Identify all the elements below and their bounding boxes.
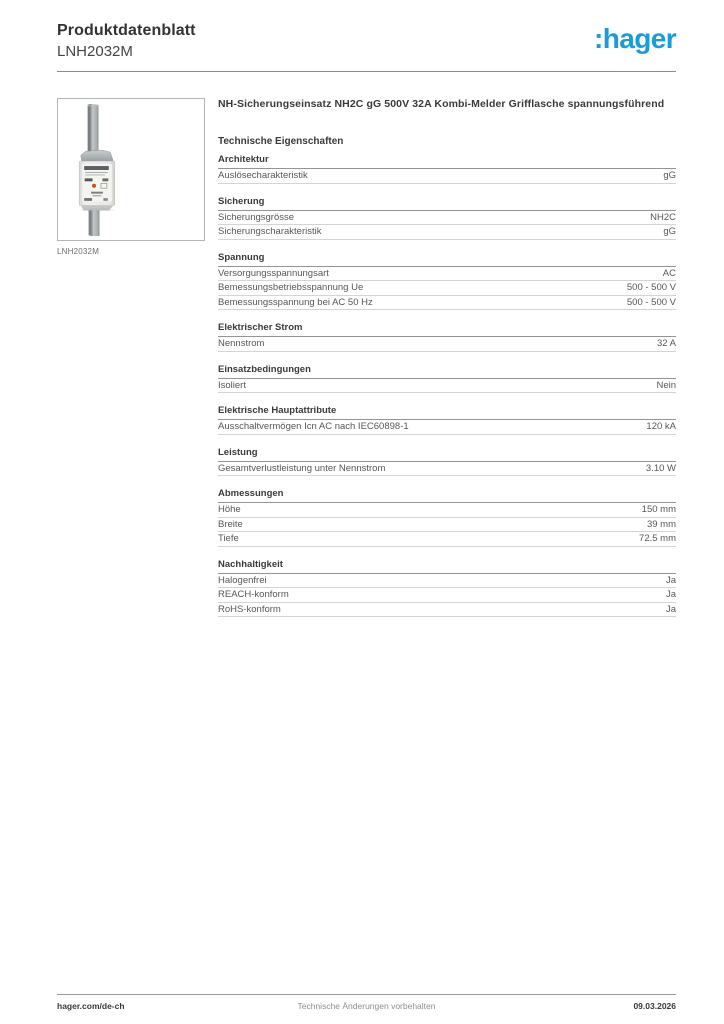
spec-label: Ausschaltvermögen Icn AC nach IEC60898-1 bbox=[218, 421, 409, 432]
spec-value: Ja bbox=[665, 589, 676, 600]
spec-row bbox=[218, 169, 676, 184]
page-title: Produktdatenblatt bbox=[57, 22, 196, 39]
spec-row bbox=[218, 296, 676, 311]
spec-label: Gesamtverlustleistung unter Nennstrom bbox=[218, 462, 386, 474]
spec-value: gG bbox=[663, 226, 676, 237]
spec-label: Nennstrom bbox=[218, 338, 265, 349]
spec-value: 150 mm bbox=[641, 504, 676, 515]
spec-row bbox=[218, 337, 676, 352]
spec-section bbox=[218, 406, 676, 435]
spec-section bbox=[218, 560, 676, 618]
fuse-blade-top bbox=[88, 104, 99, 155]
spec-value: Nein bbox=[656, 379, 676, 391]
spec-row bbox=[218, 379, 676, 394]
spec-section-heading: Spannung bbox=[218, 253, 676, 267]
spec-section bbox=[218, 197, 676, 240]
spec-value: 500 - 500 V bbox=[626, 296, 676, 308]
fuse-product-photo bbox=[58, 99, 204, 240]
spec-value: 500 - 500 V bbox=[626, 282, 676, 293]
spec-row bbox=[218, 603, 676, 618]
spec-section-heading: Nachhaltigkeit bbox=[218, 560, 676, 574]
spec-value: 32 A bbox=[656, 338, 676, 349]
spec-section-heading: Architektur bbox=[218, 155, 676, 169]
spec-section-heading: Einsatzbedingungen bbox=[218, 365, 676, 379]
spec-row bbox=[218, 225, 676, 240]
spec-section-heading: Elektrischer Strom bbox=[218, 323, 676, 337]
spec-rows bbox=[218, 420, 676, 435]
spec-label: RoHS-konform bbox=[218, 603, 281, 615]
spec-section bbox=[218, 448, 676, 477]
spec-row bbox=[218, 503, 676, 518]
spec-row bbox=[218, 267, 676, 282]
header-title-block bbox=[57, 22, 196, 60]
spec-rows bbox=[218, 574, 676, 618]
spec-sections bbox=[218, 155, 676, 617]
spec-rows bbox=[218, 169, 676, 184]
product-title: NH-Sicherungseinsatz NH2C gG 500V 32A Kombi-Melder Grifflasche spannungsführend bbox=[218, 98, 665, 110]
footer-divider bbox=[57, 994, 676, 995]
spec-section bbox=[218, 365, 676, 394]
footer-date: 09.03.2026 bbox=[633, 1001, 676, 1011]
spec-section bbox=[218, 323, 676, 352]
spec-section bbox=[218, 155, 676, 184]
spec-label: Versorgungsspannungsart bbox=[218, 267, 329, 279]
fuse-indicator-dot bbox=[92, 184, 96, 188]
fuse-blade-bottom bbox=[89, 210, 100, 236]
spec-rows bbox=[218, 462, 676, 477]
fuse-label bbox=[82, 164, 112, 201]
page-footer bbox=[57, 994, 676, 1011]
spec-value: 120 kA bbox=[646, 421, 676, 432]
fuse-top-cap bbox=[81, 150, 114, 161]
spec-label: Isoliert bbox=[218, 379, 246, 391]
spec-row bbox=[218, 518, 676, 533]
header-divider bbox=[57, 71, 676, 72]
spec-rows bbox=[218, 503, 676, 547]
spec-value: 3.10 W bbox=[645, 462, 676, 474]
spec-rows bbox=[218, 267, 676, 311]
spec-value: Ja bbox=[665, 574, 676, 586]
page-header bbox=[57, 22, 676, 60]
product-image-caption: LNH2032M bbox=[57, 247, 100, 256]
spec-value: gG bbox=[663, 170, 676, 181]
spec-row bbox=[218, 588, 676, 603]
spec-row bbox=[218, 420, 676, 435]
spec-section-heading: Elektrische Hauptattribute bbox=[218, 406, 676, 420]
spec-section bbox=[218, 253, 676, 311]
spec-label: REACH-konform bbox=[218, 589, 289, 600]
spec-label: Breite bbox=[218, 518, 243, 530]
spec-label: Sicherungscharakteristik bbox=[218, 226, 322, 237]
spec-value: NH2C bbox=[650, 211, 676, 223]
product-image-frame bbox=[57, 98, 205, 241]
footer-website: hager.com/de-ch bbox=[57, 1001, 125, 1011]
spec-value: AC bbox=[662, 267, 676, 279]
footer-disclaimer: Technische Änderungen vorbehalten bbox=[297, 1001, 436, 1011]
spec-label: Höhe bbox=[218, 504, 241, 515]
spec-rows bbox=[218, 337, 676, 352]
spec-value: Ja bbox=[665, 603, 676, 615]
spec-value: 39 mm bbox=[646, 518, 676, 530]
spec-section-heading: Sicherung bbox=[218, 197, 676, 211]
product-reference: LNH2032M bbox=[57, 43, 133, 60]
hager-logo: :hager bbox=[594, 23, 676, 54]
spec-rows bbox=[218, 211, 676, 240]
spec-section-heading: Abmessungen bbox=[218, 489, 676, 503]
spec-section-heading: Leistung bbox=[218, 448, 676, 462]
spec-row bbox=[218, 462, 676, 477]
spec-label: Bemessungsspannung bei AC 50 Hz bbox=[218, 296, 373, 308]
spec-section bbox=[218, 489, 676, 547]
spec-label: Bemessungsbetriebsspannung Ue bbox=[218, 282, 364, 293]
product-image-column bbox=[57, 98, 205, 617]
spec-label: Halogenfrei bbox=[218, 574, 267, 586]
spec-row bbox=[218, 532, 676, 547]
spec-column bbox=[218, 98, 676, 617]
spec-row bbox=[218, 281, 676, 296]
spec-row bbox=[218, 574, 676, 589]
spec-value: 72.5 mm bbox=[639, 533, 676, 544]
tech-properties-title: Technische Eigenschaften bbox=[218, 136, 344, 147]
spec-rows bbox=[218, 379, 676, 394]
content-area bbox=[57, 98, 676, 617]
spec-label: Sicherungsgrösse bbox=[218, 211, 295, 223]
spec-label: Auslösecharakteristik bbox=[218, 170, 308, 181]
spec-row bbox=[218, 211, 676, 226]
spec-label: Tiefe bbox=[218, 533, 239, 544]
